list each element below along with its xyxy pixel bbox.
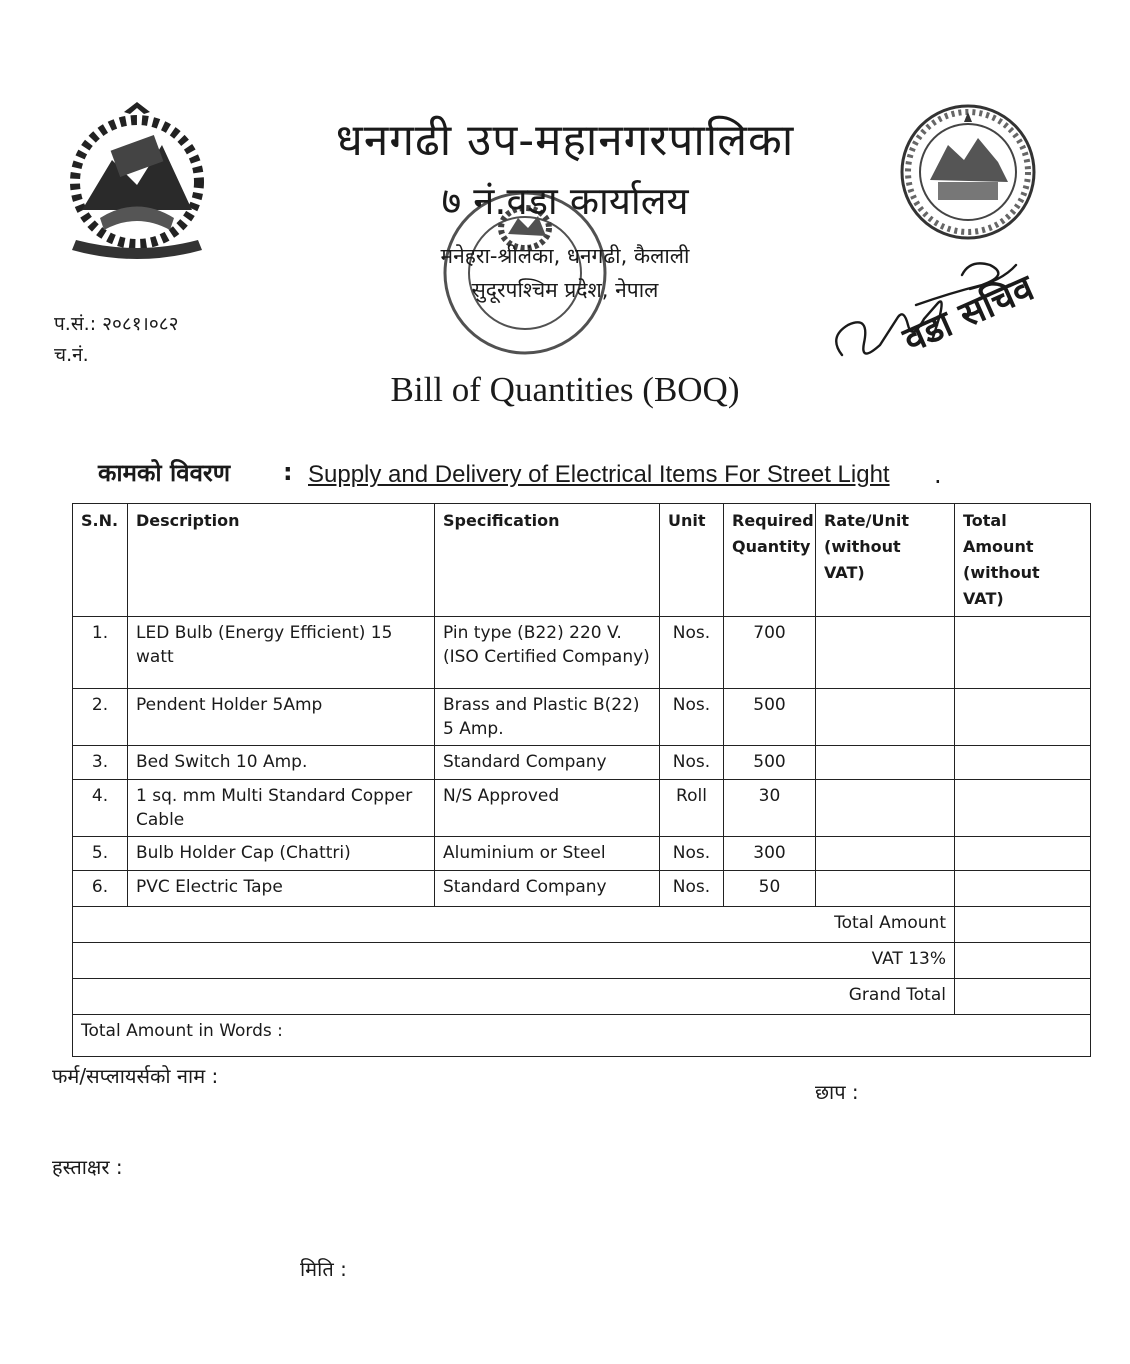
vat-value bbox=[955, 943, 1091, 979]
work-description: Supply and Delivery of Electrical Items For Street Light bbox=[308, 461, 890, 488]
header-description: Description bbox=[128, 504, 435, 617]
table-row bbox=[73, 837, 1091, 871]
header-unit: Unit bbox=[660, 504, 724, 617]
vat-label: VAT 13% bbox=[73, 943, 955, 979]
row-specification: Standard Company bbox=[435, 871, 660, 907]
ward-office-name: ७ नं.वडा कार्यालय bbox=[441, 179, 689, 223]
row-quantity: 500 bbox=[724, 746, 816, 780]
firm-name-label: फर्म/सप्लायर्सको नाम : bbox=[52, 1064, 219, 1088]
row-unit: Nos. bbox=[660, 617, 724, 689]
summary-row-words bbox=[73, 1015, 1091, 1057]
row-total-cell bbox=[955, 617, 1091, 689]
row-sn: 3. bbox=[73, 746, 128, 780]
header-sn: S.N. bbox=[73, 504, 128, 617]
row-description: Bulb Holder Cap (Chattri) bbox=[128, 837, 435, 871]
summary-row-vat bbox=[73, 943, 1091, 979]
row-rate-cell bbox=[816, 871, 955, 907]
signature-label: हस्ताक्षर : bbox=[52, 1155, 123, 1179]
row-quantity: 700 bbox=[724, 617, 816, 689]
row-description: PVC Electric Tape bbox=[128, 871, 435, 907]
row-rate-cell bbox=[816, 689, 955, 746]
summary-row-grand-total bbox=[73, 979, 1091, 1015]
row-quantity: 50 bbox=[724, 871, 816, 907]
row-rate-cell bbox=[816, 780, 955, 837]
seal-label: छाप : bbox=[815, 1080, 859, 1104]
row-sn: 1. bbox=[73, 617, 128, 689]
row-sn: 5. bbox=[73, 837, 128, 871]
header-specification: Specification bbox=[435, 504, 660, 617]
table-row bbox=[73, 617, 1091, 689]
row-specification: Brass and Plastic B(22) 5 Amp. bbox=[435, 689, 660, 746]
row-sn: 4. bbox=[73, 780, 128, 837]
row-unit: Roll bbox=[660, 780, 724, 837]
row-description: LED Bulb (Energy Efficient) 15 watt bbox=[128, 617, 435, 689]
grand-total-label: Grand Total bbox=[73, 979, 955, 1015]
header-total: Total Amount (without VAT) bbox=[955, 504, 1091, 617]
address-line-1: मनेहरा-श्रीलंका, धनगढी, कैलाली bbox=[440, 244, 690, 268]
total-amount-value bbox=[955, 907, 1091, 943]
grand-total-value bbox=[955, 979, 1091, 1015]
row-specification: N/S Approved bbox=[435, 780, 660, 837]
table-row bbox=[73, 746, 1091, 780]
row-total-cell bbox=[955, 689, 1091, 746]
letter-number: प.सं.: २०८१।०८२ bbox=[54, 313, 179, 335]
address-line-2: सुदूरपश्चिम प्रदेश, नेपाल bbox=[471, 278, 659, 302]
row-description: Pendent Holder 5Amp bbox=[128, 689, 435, 746]
work-description-label: कामको विवरण bbox=[98, 459, 231, 487]
row-rate-cell bbox=[816, 617, 955, 689]
table-row bbox=[73, 871, 1091, 907]
row-quantity: 500 bbox=[724, 689, 816, 746]
row-rate-cell bbox=[816, 837, 955, 871]
row-rate-cell bbox=[816, 746, 955, 780]
header-rate: Rate/Unit (without VAT) bbox=[816, 504, 955, 617]
work-description-colon: : bbox=[283, 458, 293, 486]
dispatch-number: च.नं. bbox=[54, 344, 89, 366]
row-quantity: 30 bbox=[724, 780, 816, 837]
boq-table bbox=[72, 503, 1091, 1057]
ward-secretary-stamp: वडा सचिव bbox=[897, 267, 1040, 361]
summary-row-total bbox=[73, 907, 1091, 943]
amount-in-words-label: Total Amount in Words : bbox=[73, 1015, 1091, 1057]
row-unit: Nos. bbox=[660, 746, 724, 780]
municipality-name: धनगढी उप-महानगरपालिका bbox=[335, 115, 795, 166]
row-total-cell bbox=[955, 746, 1091, 780]
total-amount-label: Total Amount bbox=[73, 907, 955, 943]
row-specification: Aluminium or Steel bbox=[435, 837, 660, 871]
work-description-end: . bbox=[934, 461, 942, 489]
row-unit: Nos. bbox=[660, 871, 724, 907]
row-specification: Standard Company bbox=[435, 746, 660, 780]
table-row bbox=[73, 780, 1091, 837]
header-required-quantity: Required Quantity bbox=[724, 504, 816, 617]
row-specification: Pin type (B22) 220 V. (ISO Certified Company) bbox=[435, 617, 660, 689]
date-label: मिति : bbox=[300, 1257, 347, 1281]
row-total-cell bbox=[955, 780, 1091, 837]
row-unit: Nos. bbox=[660, 837, 724, 871]
row-sn: 6. bbox=[73, 871, 128, 907]
table-row bbox=[73, 689, 1091, 746]
row-quantity: 300 bbox=[724, 837, 816, 871]
row-total-cell bbox=[955, 871, 1091, 907]
table-header-row bbox=[73, 504, 1091, 617]
row-description: Bed Switch 10 Amp. bbox=[128, 746, 435, 780]
row-description: 1 sq. mm Multi Standard Copper Cable bbox=[128, 780, 435, 837]
document-title: Bill of Quantities (BOQ) bbox=[390, 370, 740, 409]
row-unit: Nos. bbox=[660, 689, 724, 746]
row-total-cell bbox=[955, 837, 1091, 871]
row-sn: 2. bbox=[73, 689, 128, 746]
